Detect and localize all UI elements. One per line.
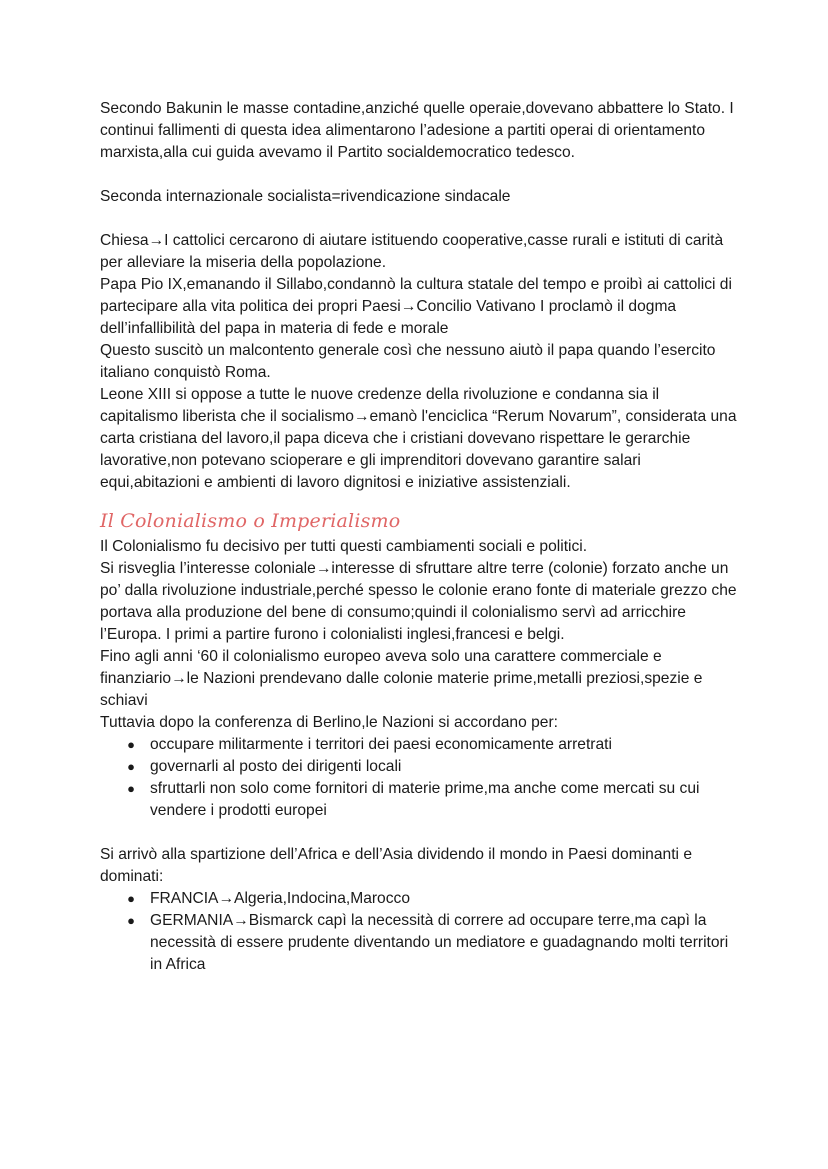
paragraph-bakunin: Secondo Bakunin le masse contadine,anziché quelle operaie,dovevano abbattere lo Stato. I continui fallimenti di questa idea alimentarono l’adesione a partiti operai di orientamento marxista,alla cui guida avevamo il Partito socialdemocratico tedesco. — [100, 100, 734, 161]
paragraph-pio-ix: Papa Pio IX,emanando il Sillabo,condannò la cultura statale del tempo e proibì ai cattolici di partecipare alla vita politica dei propri Paesi→Concilio Vativano I proclamò il dogma dell’infallibilità del papa in materia di fede e morale — [100, 276, 732, 337]
bullet-icon: ● — [127, 759, 135, 774]
paragraph-seconda-internazionale: Seconda internazionale socialista=rivendicazione sindacale — [100, 188, 511, 205]
list-item-text: sfruttarli non solo come fornitori di materie prime,ma anche come mercati su cui vendere i prodotti europei — [150, 780, 700, 819]
paragraph-malcontento: Questo suscitò un malcontento generale così che nessuno aiutò il papa quando l’esercito italiano conquistò Roma. — [100, 342, 716, 381]
bullet-icon: ● — [127, 737, 135, 752]
bullet-icon: ● — [127, 891, 135, 906]
paragraph-chiesa: Chiesa→I cattolici cercarono di aiutare istituendo cooperative,casse rurali e istituti di carità per alleviare la miseria della popolazione. — [100, 232, 724, 271]
list-item-text: governarli al posto dei dirigenti locali — [150, 758, 402, 775]
list-item-text: GERMANIA→Bismarck capì la necessità di correre ad occupare terre,ma capì la necessità di essere prudente diventando un mediatore e guadagnando molti territori in Africa — [150, 912, 729, 973]
spacer — [100, 822, 740, 844]
document-page — [100, 98, 740, 976]
list-item — [124, 910, 740, 976]
list-item-text: occupare militarmente i territori dei paesi economicamente arretrati — [150, 736, 612, 753]
paragraph-interesse-coloniale: Si risveglia l’interesse coloniale→interesse di sfruttare altre terre (colonie) forzato anche un po’ dalla rivoluzione industriale,perché spesso le colonie erano fonte di materiale grezzo che portava alla produzione del bene di consumo;quindi il colonialismo servì ad arricchire l’Europa. I primi a partire furono i colonialisti inglesi,francesi e belgi. — [100, 560, 737, 643]
list-item — [124, 756, 740, 778]
spacer — [100, 208, 740, 230]
list-item-text: FRANCIA→Algeria,Indocina,Marocco — [150, 890, 410, 907]
paragraph-conferenza-berlino: Tuttavia dopo la conferenza di Berlino,le Nazioni si accordano per: — [100, 714, 558, 731]
bullet-list-accordi — [100, 734, 740, 822]
spacer — [100, 164, 740, 186]
list-item — [124, 888, 740, 910]
bullet-list-paesi — [100, 888, 740, 976]
paragraph-anni-60: Fino agli anni ‘60 il colonialismo europeo aveva solo una carattere commerciale e finanziario→le Nazioni prendevano dalle colonie materie prime,metalli preziosi,spezie e schiavi — [100, 648, 703, 709]
section-heading: Il Colonialismo o Imperialismo — [100, 510, 401, 532]
list-item — [124, 734, 740, 756]
bullet-icon: ● — [127, 781, 135, 796]
paragraph-colonialismo-intro: Il Colonialismo fu decisivo per tutti questi cambiamenti sociali e politici. — [100, 538, 588, 555]
list-item — [124, 778, 740, 822]
paragraph-spartizione: Si arrivò alla spartizione dell’Africa e dell’Asia dividendo il mondo in Paesi dominanti e dominati: — [100, 846, 693, 885]
paragraph-leone-xiii: Leone XIII si oppose a tutte le nuove credenze della rivoluzione e condanna sia il capitalismo liberista che il socialismo→emanò l'enciclica “Rerum Novarum”, considerata una carta cristiana del lavoro,il papa diceva che i cristiani dovevano rispettare le gerarchie lavorative,non potevano scioperare e gli imprenditori dovevano garantire salari equi,abitazioni e ambienti di lavoro dignitosi e iniziative assistenziali. — [100, 386, 737, 491]
bullet-icon: ● — [127, 913, 135, 928]
